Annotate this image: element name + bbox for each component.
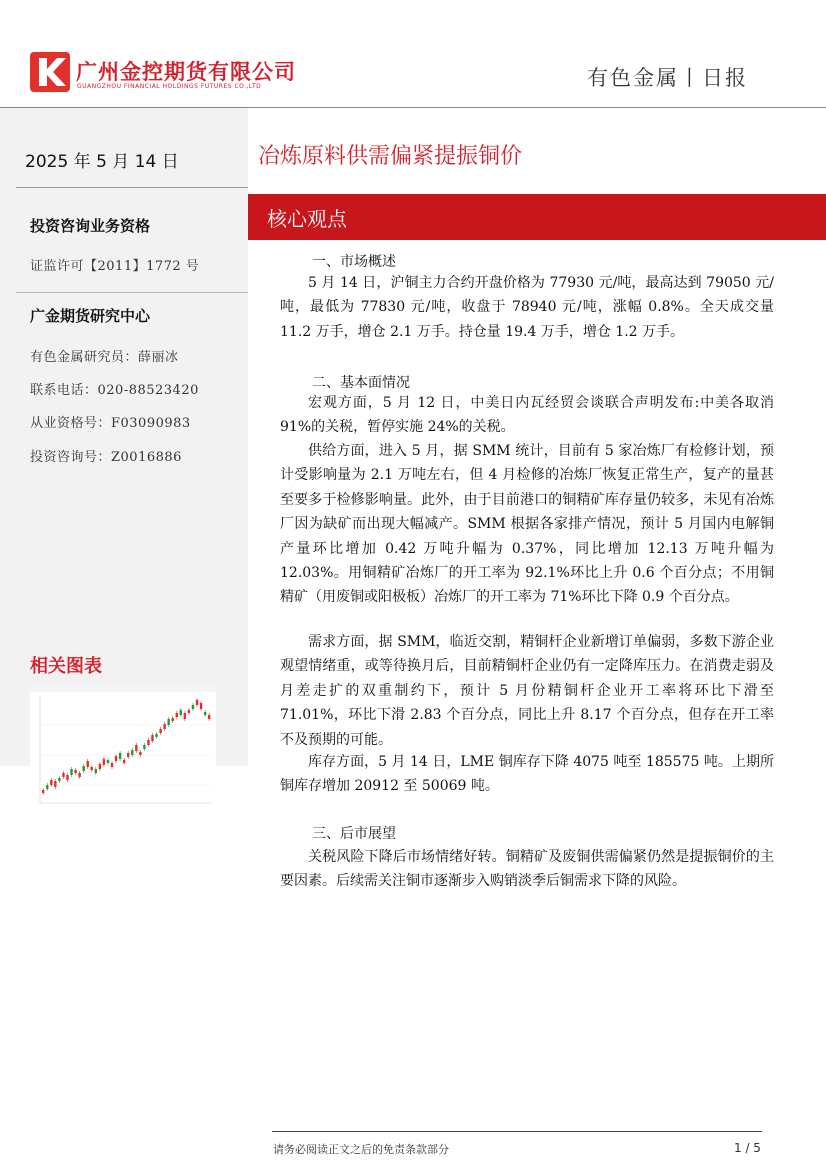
paragraph-inventory: 库存方面，5 月 14 日，LME 铜库存下降 4075 吨至 185575 吨。上期所铜库存增加 20912 至 50069 吨。 [280,754,774,795]
core-view-label: 核心观点 [267,207,347,231]
candle-body [107,760,109,763]
candle-body [180,710,182,715]
candle-body [119,753,121,759]
section-heading-fundamentals: 二、基本面情况 [312,375,410,391]
candle-body [91,767,93,770]
candlestick-chart [30,685,216,805]
sidebar-divider [16,292,248,293]
candle-body [147,740,149,745]
analyst-name: 有色金属研究员：薛丽冰 [30,350,179,365]
candle-body [87,761,89,767]
paragraph-macro: 宏观方面，5 月 12 日，中美日内瓦经贸会谈联合声明发布:中美各取消 91%的关税，暂停实施 24%的关税。 [280,395,774,436]
section-heading-market: 一、市场概述 [312,254,396,270]
qualification-title: 投资咨询业务资格 [30,217,151,235]
candle-body [188,710,190,713]
candle-body [78,773,80,777]
candle-body [163,724,165,729]
candle-body [159,729,161,733]
paragraph-demand: 需求方面，据 SMM，临近交割，精铜杆企业新增订单偏弱，多数下游企业观望情绪重，或等待换月后，目前精铜杆企业仍有一定降库压力。在消费走弱及月差走扩的双重制约下，预计 5 月份精铜杆企业开工率将环比下滑至 71.01%，环比下滑 2.83 个百分点，同比上升 8.17 个百分点，但存在开工率不及预期的可能。 [280,634,774,748]
company-logo [30,52,70,92]
paragraph-outlook: 关税风险下降后市场情绪好转。铜精矿及废铜供需偏紧仍然是提振铜价的主要因素。后续需关注铜市逐渐步入购销淡季后铜需求下降的风险。 [280,849,774,890]
candle-body [66,775,68,780]
report-date: 2025 年 5 月 14 日 [25,152,179,172]
candle-body [74,770,76,773]
candle-body [135,745,137,751]
candle-body [46,785,48,789]
candle-body [82,766,84,771]
related-charts-heading: 相关图表 [30,656,102,677]
candle-body [151,735,153,741]
page-number: 1 / 5 [734,1141,761,1155]
candle-body [167,719,169,725]
candle-body [208,715,210,719]
license-number: 证监许可【2011】1772 号 [30,259,200,274]
report-category: 有色金属丨日报 [587,66,748,90]
candle-body [123,760,125,763]
candle-body [50,780,52,785]
candle-body [99,764,101,769]
date-divider [16,187,248,188]
footer-divider [272,1131,762,1132]
paragraph-supply: 供给方面，进入 5 月，据 SMM 统计，目前有 5 家冶炼厂有检修计划，预计受影响量为 2.1 万吨左右，但 4 月检修的冶炼厂恢复正常生产，复产的量甚至要多于检修影响量。此外，由于目前港口的铜精矿库存量仍较多，未见有冶炼厂因为缺矿而出现大幅减产。SMM 根据各家排产情况，预计 5 月国内电解铜产量环比增加 0.42 万吨升幅为 0.37%，同比增加 12.13 万吨升幅为 12.03%。用铜精矿冶炼厂的开工率为 92.1%环比上升 0.6 个百分点；不用铜精矿（用废铜或阳极板）冶炼厂的开工率为 71%环比下降 0.9 个百分点。 [280,443,774,606]
company-name: 广州金控期货有限公司 [76,60,296,84]
candle-body [95,769,97,773]
candle-body [115,756,117,761]
disclaimer-note: 请务必阅读正文之后的免责条款部分 [273,1143,449,1156]
candle-body [111,763,113,767]
candle-body [192,705,194,709]
candle-body [103,759,105,765]
candle-body [54,781,56,787]
section-heading-outlook: 三、后市展望 [312,826,396,842]
candle-body [58,778,60,781]
consulting-number: 投资咨询号：Z0016886 [30,450,182,465]
company-name-en: GUANGZHOU FINANCIAL HOLDINGS FUTURES CO.,LTD [77,83,262,90]
candle-body [70,769,72,775]
candle-body [131,750,133,755]
candle-body [143,745,145,749]
research-center: 广金期货研究中心 [30,307,151,325]
candle-body [176,713,178,717]
price-chart-thumbnail [30,685,216,805]
candle-body [184,713,186,719]
candle-body [204,712,206,715]
report-title: 冶炼原料供需偏紧提振铜价 [258,144,523,169]
paragraph-market-overview: 5 月 14 日，沪铜主力合约开盘价格为 77930 元/吨，最高达到 79050 元/吨，最低为 77830 元/吨，收盘于 78940 元/吨，涨幅 0.8%。全天成交量 11.2 万手，增仓 2.1 万手。持仓量 19.4 万手，增仓 1.2 万手。 [280,275,774,340]
candle-body [62,773,64,777]
candle-body [200,703,202,709]
candle-body [42,790,44,793]
candle-body [155,734,157,737]
contact-phone: 联系电话：020-88523420 [30,383,199,398]
candle-body [196,700,198,705]
qualification-number: 从业资格号：F03090983 [30,416,191,431]
candle-body [139,752,141,755]
candle-body [172,718,174,721]
candle-body [127,753,129,757]
logo-k-icon [30,52,70,92]
